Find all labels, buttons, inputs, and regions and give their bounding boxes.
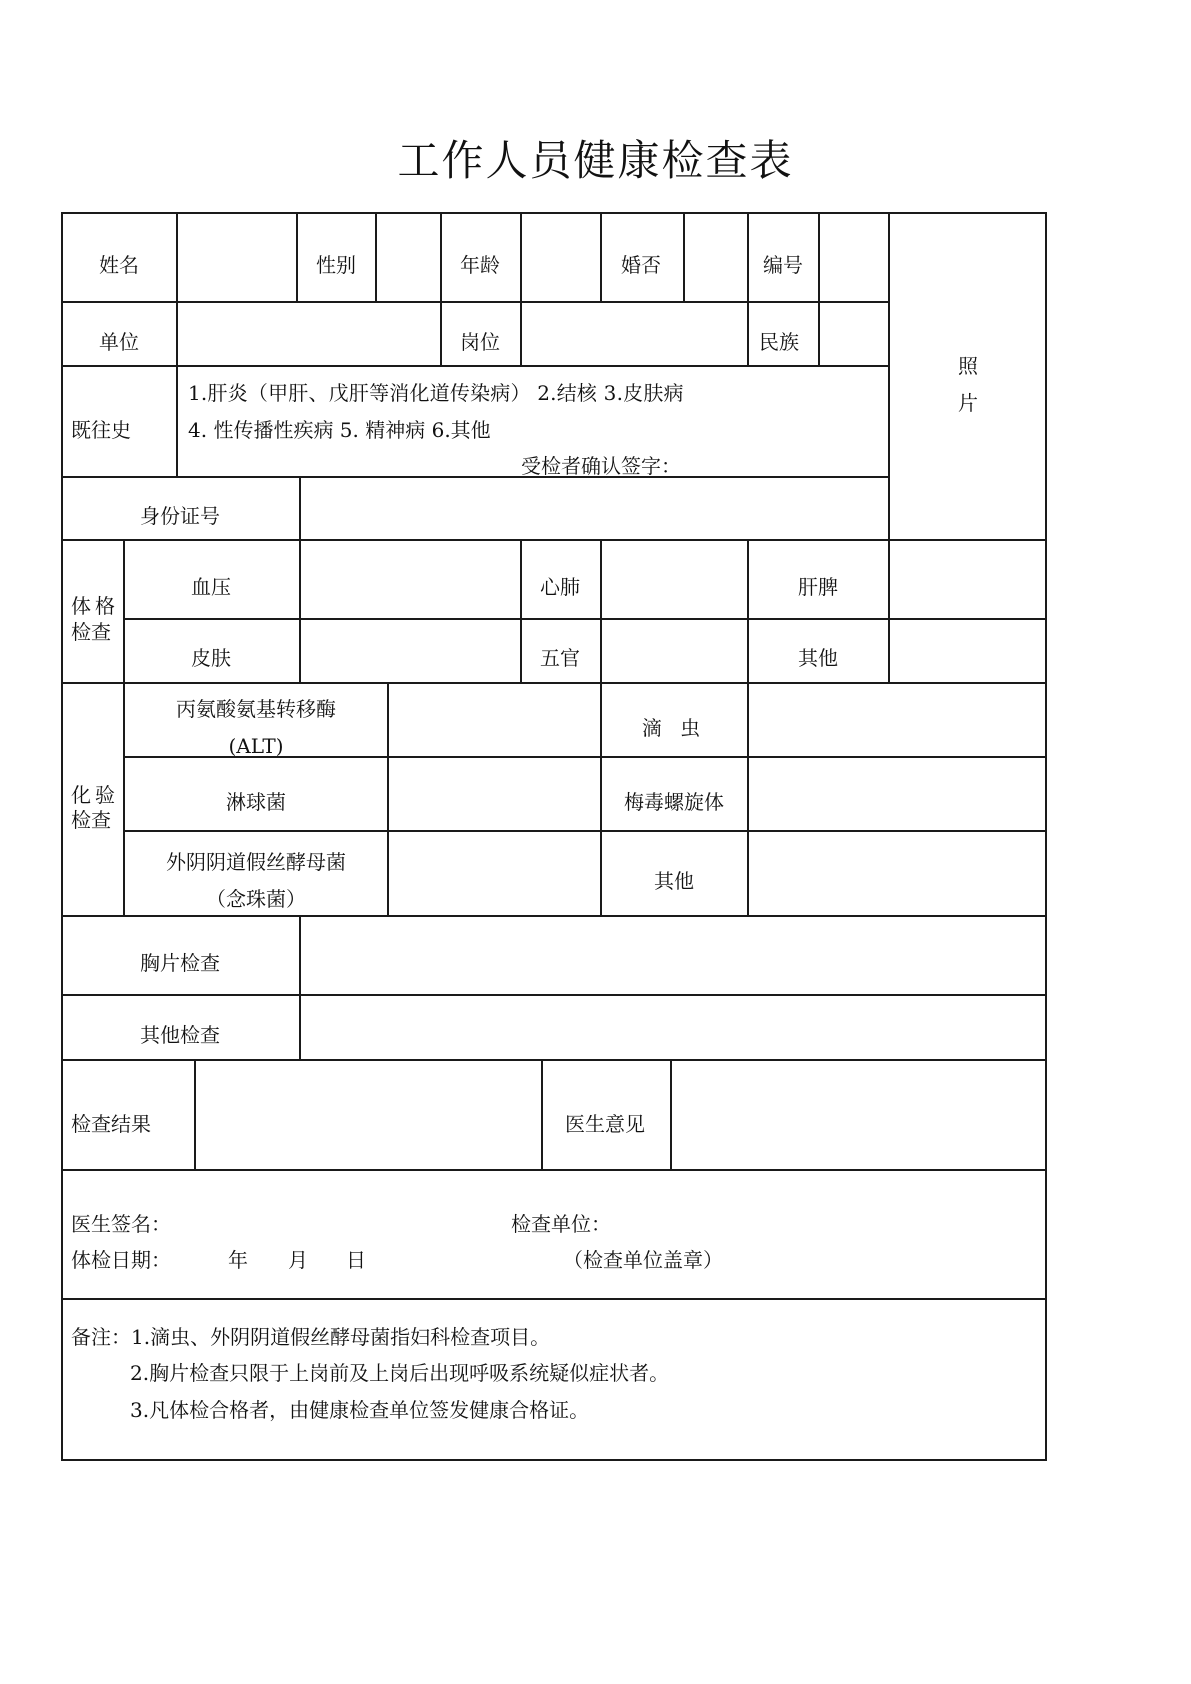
label-post: 岗位 <box>460 330 500 354</box>
label-name: 姓名 <box>99 253 139 277</box>
label-result: 检查结果 <box>71 1112 151 1136</box>
date-day-label: 日 <box>346 1248 366 1272</box>
label-exam-unit: 检查单位： <box>511 1212 611 1236</box>
photo-label-2: 片 <box>958 391 978 415</box>
lab-group-label-2: 检查 <box>71 808 111 832</box>
field-alt[interactable] <box>389 684 600 756</box>
history-confirm-signature: 受检者确认签字： <box>521 454 681 478</box>
note-line-2: 2.胸片检查只限于上岗前及上岗后出现呼吸系统疑似症状者。 <box>130 1361 670 1385</box>
lab-group-label-1: 化验 <box>71 783 119 807</box>
field-post[interactable] <box>522 303 747 365</box>
field-lab-other[interactable] <box>749 832 1045 915</box>
label-doctor-opinion: 医生意见 <box>565 1112 645 1136</box>
field-ethnicity[interactable] <box>820 303 888 365</box>
field-id-number[interactable] <box>301 478 888 539</box>
field-syphilis[interactable] <box>749 758 1045 830</box>
label-liver-spleen: 肝脾 <box>798 575 838 599</box>
label-doctor-signature: 医生签名： <box>71 1212 171 1236</box>
field-skin[interactable] <box>301 620 520 682</box>
field-other-exam[interactable] <box>301 996 1045 1059</box>
label-trichomonas: 滴 虫 <box>641 716 707 740</box>
photo-label-1: 照 <box>958 354 978 378</box>
label-number: 编号 <box>763 253 803 277</box>
field-heart-lung[interactable] <box>602 541 747 618</box>
physical-group-label-2: 检查 <box>71 620 111 644</box>
label-syphilis: 梅毒螺旋体 <box>624 790 724 814</box>
label-blood-pressure: 血压 <box>191 575 231 599</box>
label-chest-xray: 胸片检查 <box>140 951 220 975</box>
field-unit[interactable] <box>178 303 440 365</box>
field-number[interactable] <box>820 214 888 301</box>
history-options-line2: 4. 性传播性疾病 5. 精神病 6.其他 <box>188 418 491 442</box>
note-line-3: 3.凡体检合格者，由健康检查单位签发健康合格证。 <box>130 1398 590 1422</box>
label-married: 婚否 <box>621 253 661 277</box>
date-month-label: 月 <box>288 1248 308 1272</box>
label-five-senses: 五官 <box>540 646 580 670</box>
label-alt-abbr: (ALT) <box>228 734 284 758</box>
label-stamp: （检查单位盖章） <box>563 1248 723 1272</box>
field-five-senses[interactable] <box>602 620 747 682</box>
date-year-label: 年 <box>228 1248 248 1272</box>
label-ethnicity: 民族 <box>759 330 799 354</box>
physical-group-label-1: 体格 <box>71 594 119 618</box>
field-liver-spleen[interactable] <box>890 541 1045 618</box>
page-title: 工作人员健康检查表 <box>397 136 794 185</box>
field-doctor-opinion[interactable] <box>672 1061 1045 1169</box>
label-other-exam: 其他检查 <box>140 1023 220 1047</box>
label-skin: 皮肤 <box>191 646 231 670</box>
field-physical-other[interactable] <box>890 620 1045 682</box>
history-options-line1: 1.肝炎（甲肝、戊肝等消化道传染病） 2.结核 3.皮肤病 <box>188 381 684 405</box>
label-age: 年龄 <box>460 253 500 277</box>
label-candida: 外阴阴道假丝酵母菌 <box>166 850 346 874</box>
field-name[interactable] <box>178 214 296 301</box>
label-unit: 单位 <box>99 330 139 354</box>
label-lab-other: 其他 <box>654 869 694 893</box>
label-id-number: 身份证号 <box>140 504 220 528</box>
field-chest-xray[interactable] <box>301 917 1045 994</box>
field-result[interactable] <box>196 1061 541 1169</box>
label-candida-alias: （念珠菌） <box>206 887 306 911</box>
label-exam-date: 体检日期： <box>71 1248 171 1272</box>
label-alt: 丙氨酸氨基转移酶 <box>176 697 336 721</box>
field-blood-pressure[interactable] <box>301 541 520 618</box>
field-trichomonas[interactable] <box>749 684 1045 756</box>
field-married[interactable] <box>685 214 747 301</box>
field-age[interactable] <box>522 214 600 301</box>
note-line-1: 备注：1.滴虫、外阴阴道假丝酵母菌指妇科检查项目。 <box>71 1325 551 1349</box>
label-physical-other: 其他 <box>798 646 838 670</box>
field-gonococcus[interactable] <box>389 758 600 830</box>
field-gender[interactable] <box>377 214 440 301</box>
label-gonococcus: 淋球菌 <box>226 790 286 814</box>
field-candida[interactable] <box>389 832 600 915</box>
label-gender: 性别 <box>316 253 356 277</box>
label-history: 既往史 <box>71 418 131 442</box>
label-heart-lung: 心肺 <box>540 575 580 599</box>
